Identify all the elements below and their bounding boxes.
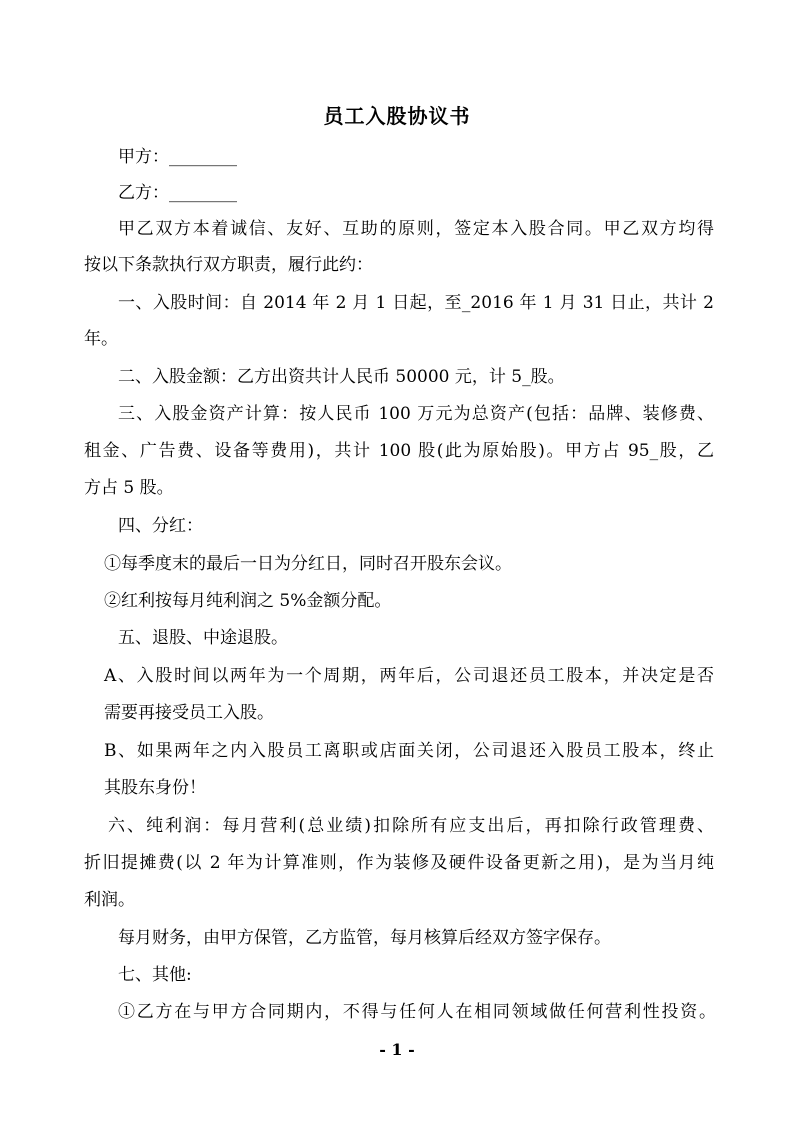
party-a-line: 甲方：________: [118, 147, 237, 167]
section-6-line: 折旧提摊费(以 2 年为计算准则，作为装修及硬件设备更新之用)，是为当月纯: [84, 853, 714, 873]
section-1-line: 一、入股时间：自 2014 年 2 月 1 日起，至_2016 年 1 月 31 日止，共计 2: [118, 293, 714, 313]
section-3-line: 三、入股金资产计算：按人民币 100 万元为总资产(包括：品牌、装修费、: [118, 404, 714, 424]
intro-line: 按以下条款执行双方职责，履行此约：: [84, 255, 373, 275]
section-1-line: 年。: [84, 329, 118, 349]
intro-line: 甲乙双方本着诚信、友好、互助的原则，签定本入股合同。甲乙双方均得: [118, 219, 714, 239]
section-4-item: ①每季度末的最后一日为分红日，同时召开股东会议。: [104, 554, 512, 574]
section-6-line: 六、纯利润：每月营利(总业绩)扣除所有应支出后，再扣除行政管理费、: [108, 816, 714, 836]
section-4-item: ②红利按每月纯利润之 5%金额分配。: [104, 591, 392, 611]
section-4-heading: 四、分红：: [118, 516, 203, 536]
section-2-line: 二、入股金额：乙方出资共计人民币 50000 元，计 5_股。: [118, 367, 565, 387]
document-title: 员工入股协议书: [323, 104, 471, 128]
section-5-item: 需要再接受员工入股。: [104, 703, 274, 723]
section-3-line: 租金、广告费、设备等费用)，共计 100 股(此为原始股)。甲方占 95_股，乙: [84, 441, 714, 461]
section-5-heading: 五、退股、中途退股。: [118, 628, 288, 648]
section-5-item: B、如果两年之内入股员工离职或店面关闭，公司退还入股员工股本，终止: [104, 741, 714, 761]
page-number: - 1 -: [379, 1040, 415, 1059]
section-5-item: A、入股时间以两年为一个周期，两年后，公司退还员工股本，并决定是否: [104, 666, 714, 686]
section-6-line: 每月财务，由甲方保管，乙方监管，每月核算后经双方签字保存。: [118, 928, 611, 948]
section-7-heading: 七、其他:: [118, 965, 192, 985]
section-7-item: ①乙方在与甲方合同期内，不得与任何人在相同领域做任何营利性投资。: [118, 1002, 716, 1022]
section-3-line: 方占 5 股。: [84, 478, 174, 498]
section-6-line: 利润。: [84, 890, 135, 910]
party-b-line: 乙方：________: [118, 183, 237, 203]
section-5-item: 其股东身份！: [104, 778, 206, 798]
